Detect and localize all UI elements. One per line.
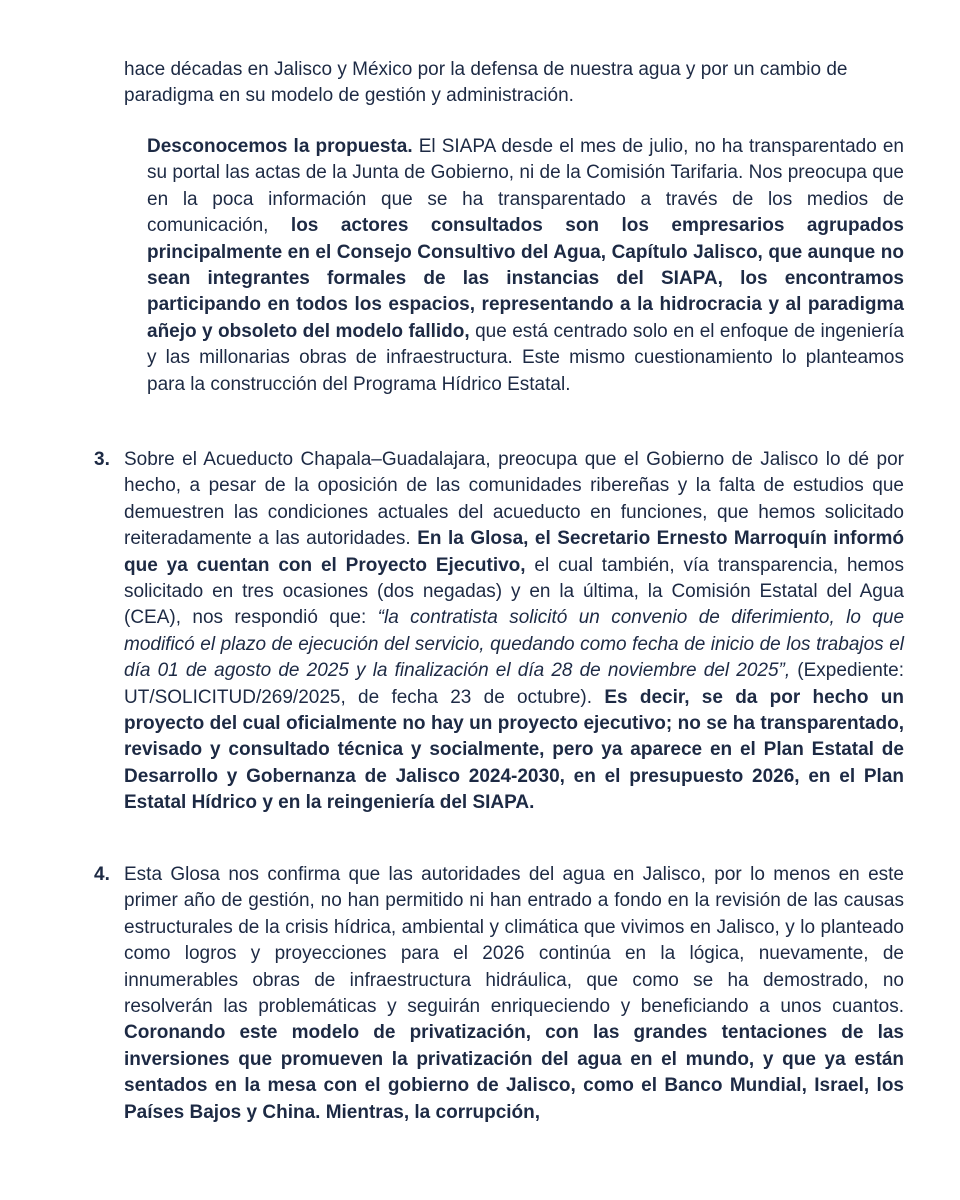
item-3-paragraph bbox=[124, 447, 904, 817]
item-3-quote: “la contratista solicitó un convenio de diferimiento, lo que modificó el plazo de ejecución del servicio, quedando como fecha de inicio de los trabajos el día 01 de agosto de 2025 y la finalización el día 28 de noviembre del 2025”, bbox=[124, 607, 905, 682]
item-4-bold-1: Coronando este modelo de privatización, con las grandes tentaciones de las inversiones que promueven la privatización del agua en el mundo, y que ya están sentados en la mesa con el gobierno de Jalisco, como el Banco Mundial, Israel, los Países Bajos y China. Mientras, la corrupción, bbox=[124, 1022, 904, 1123]
intro-paragraph bbox=[124, 57, 904, 110]
item-3-text-1: Sobre el Acueducto Chapala–Guadalajara, preocupa que el Gobierno de Jalisco lo dé por hecho, a pesar de la oposición de las comunidades ribereñas y la falta de estudios que demuestren las condiciones actuales del acueducto en funciones, que hemos solicitado reiteradamente a las autoridades. bbox=[124, 449, 904, 550]
intro-text: hace décadas en Jalisco y México por la defensa de nuestra agua y por un cambio de paradigma en su modelo de gestión y administración. bbox=[124, 59, 848, 107]
item-4-text-1: Esta Glosa nos confirma que las autoridades del agua en Jalisco, por lo menos en este primer año de gestión, no han permitido ni han entrado a fondo en la revisión de las causas estructurales de la crisis hídrica, ambiental y climática que vivimos en Jalisco, y lo planteado como logros y proyecciones para el 2026 continúa en la lógica, nuevamente, de innumerables obras de infraestructura hidráulica, que como se ha demostrado, no resolverán las problemáticas y seguirán enriqueciendo y beneficiando a unos cuantos. bbox=[124, 864, 904, 1018]
item-4-number: 4. bbox=[94, 864, 110, 885]
item-3-bold-2: Es decir, se da por hecho un proyecto del cual oficialmente no hay un proyecto ejecutivo; no se ha transparentado, revisado y consultado técnica y socialmente, pero ya aparece en el Plan Estatal de Desarrollo y Gobernanza de Jalisco 2024-2030, en el presupuesto 2026, en el Plan Estatal Hídrico y en la reingeniería del SIAPA. bbox=[124, 686, 904, 814]
item-4-paragraph bbox=[124, 862, 904, 1126]
proposal-bold-text: los actores consultados son los empresarios agrupados principalmente en el Consejo Consultivo del Agua, Capítulo Jalisco, que aunque no sean integrantes formales de las instancias del SIAPA, los encontramos participando en todos los espacios, representando a la hidrocracia y al paradigma añejo y obsoleto del modelo fallido, bbox=[147, 215, 904, 342]
subparagraph-proposal bbox=[147, 134, 904, 398]
item-3-bold-1: En la Glosa, el Secretario Ernesto Marroquín informó que ya cuentan con el Proyecto Ejecutivo, bbox=[124, 528, 905, 576]
proposal-heading: Desconocemos la propuesta. bbox=[147, 136, 413, 157]
proposal-text-2: que está centrado solo en el enfoque de ingeniería y las millonarias obras de infraestructura. Este mismo cuestionamiento lo planteamos para la construcción del Programa Hídrico Estatal. bbox=[147, 320, 905, 395]
item-3-text-3: (Expediente: UT/SOLICITUD/269/2025, de fecha 23 de octubre). bbox=[124, 660, 904, 708]
item-3-number: 3. bbox=[94, 449, 110, 470]
proposal-text-1: El SIAPA desde el mes de julio, no ha transparentado en su portal las actas de la Junta de Gobierno, ni de la Comisión Tarifaria. Nos preocupa que en la poca información que se ha transparentado a través de los medios de comunicación, bbox=[147, 136, 905, 237]
item-3-text-2: el cual también, vía transparencia, hemos solicitado en tres ocasiones (dos negadas) y en la última, la Comisión Estatal del Agua (CEA), nos respondió que: bbox=[124, 554, 904, 629]
